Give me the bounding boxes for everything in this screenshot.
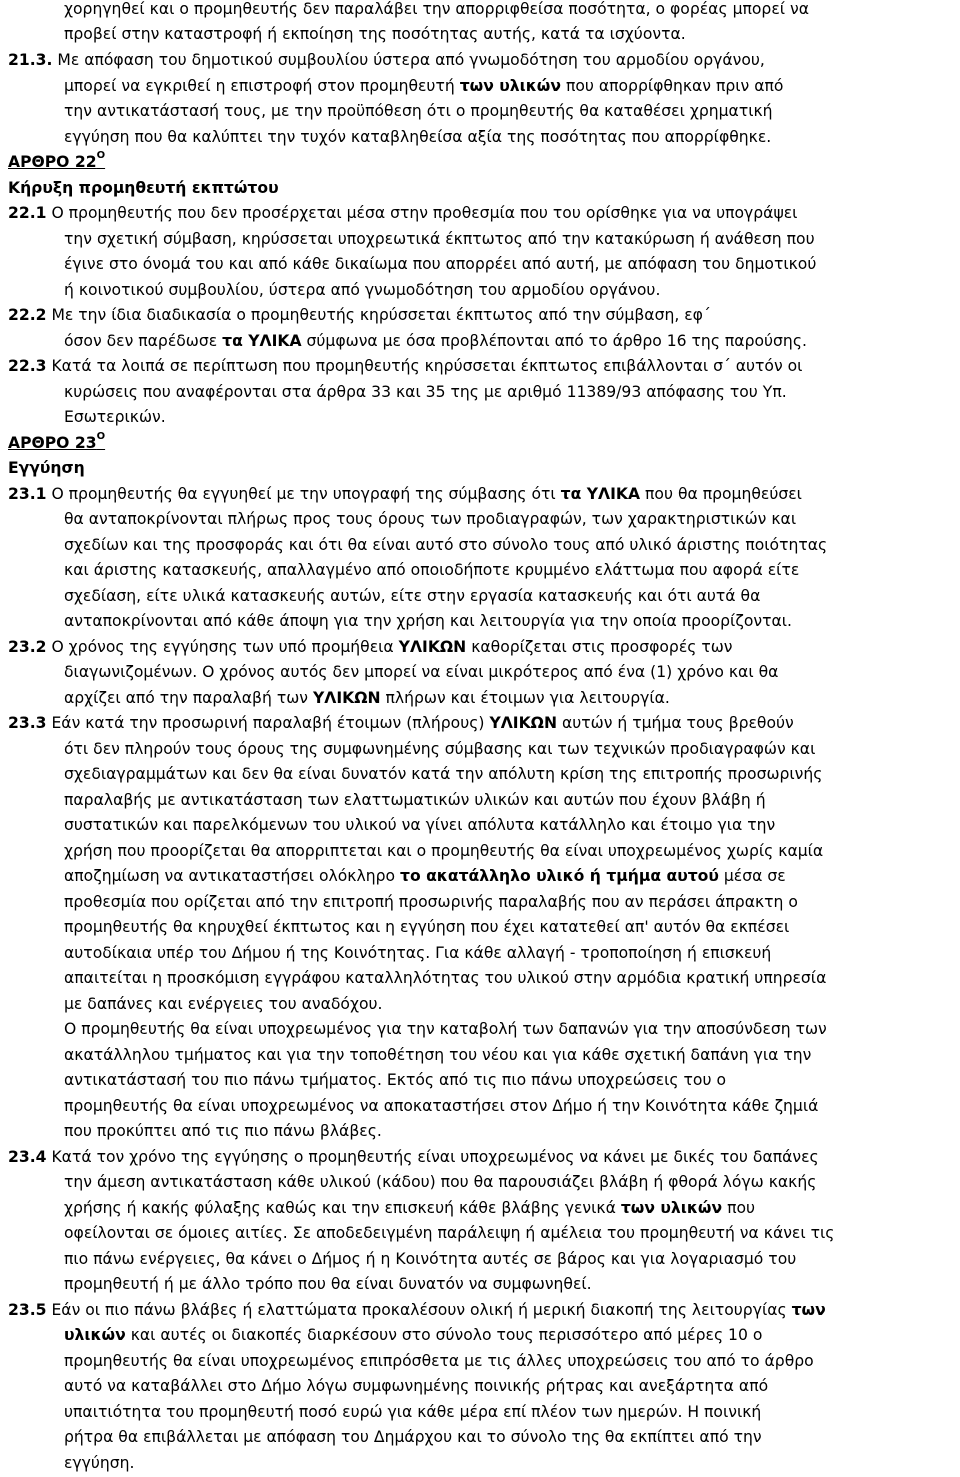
text-run: που απορρίφθηκαν πριν από bbox=[560, 77, 784, 95]
bold-text: υλικών bbox=[64, 1326, 126, 1344]
text-line bbox=[64, 1170, 954, 1196]
text-line bbox=[64, 737, 954, 763]
text-run: Με απόφαση του δημοτικού συμβουλίου ύστερα από γνωμοδότηση του αρμοδίου οργάνου, bbox=[52, 51, 765, 69]
text-line bbox=[64, 329, 954, 355]
text-run: πλήρων και έτοιμων για λειτουργία. bbox=[380, 689, 670, 707]
text-run: προμηθευτή ή με άλλο τρόπο που θα είναι δυνατόν να συμφωνηθεί. bbox=[64, 1275, 592, 1293]
text-run: μπορεί να εγκριθεί η επιστροφή στον προμηθευτή bbox=[64, 77, 460, 95]
text-line bbox=[64, 227, 954, 253]
text-line bbox=[64, 125, 954, 151]
bold-text: ΥΛΙΚΩΝ bbox=[489, 714, 557, 732]
text-run: την άμεση αντικατάσταση κάθε υλικού (κάδου) που θα παρουσιάζει βλάβη ή φθορά λόγω κακής bbox=[64, 1173, 817, 1191]
text-line bbox=[64, 584, 954, 610]
section-number: 22.3 bbox=[8, 357, 47, 375]
bold-text: ΥΛΙΚΩΝ bbox=[312, 689, 381, 707]
text-line bbox=[64, 1068, 954, 1094]
text-line bbox=[64, 1272, 954, 1298]
text-run: σχεδίαση, είτε υλικά κατασκευής αυτών, είτε στην εργασία κατασκευής και ότι αυτά θα bbox=[64, 587, 761, 605]
text-line bbox=[64, 992, 954, 1018]
text-run: με δαπάνες και ενέργειες του αναδόχου. bbox=[64, 995, 383, 1013]
text-run: Κατά τα λοιπά σε περίπτωση που προμηθευτής κηρύσσεται έκπτωτος επιβάλλονται σ΄ αυτόν οι bbox=[46, 357, 803, 375]
bold-text: των υλικών bbox=[620, 1199, 723, 1217]
text-line bbox=[64, 1425, 954, 1451]
text-line bbox=[64, 507, 954, 533]
section-number: 23.4 bbox=[8, 1148, 47, 1166]
text-line bbox=[64, 1017, 954, 1043]
text-run: αντικατάστασή του πιο πάνω τμήματος. Εκτός από τις πιο πάνω υποχρεώσεις του ο bbox=[64, 1071, 726, 1089]
text-line bbox=[64, 1043, 954, 1069]
text-line bbox=[64, 915, 954, 941]
text-run: ανταποκρίνονται από κάθε άποψη για την χρήση και λειτουργία για την οποία προορίζονται. bbox=[64, 612, 792, 630]
text-line bbox=[64, 74, 954, 100]
text-run: μέσα σε bbox=[718, 867, 786, 885]
text-run: σύμφωνα με όσα προβλέπονται από το άρθρο 16 της παρούσης. bbox=[301, 332, 807, 350]
text-run: οφείλονται σε όμοιες αιτίες. Σε αποδεδειγμένη παράλειψη ή αμέλεια του προμηθευτή να κάνει τις bbox=[64, 1224, 835, 1242]
text-run: έγινε στο όνομά του και από κάθε δικαίωμα που απορρέει από αυτή, με απόφαση του δημοτικού bbox=[64, 255, 817, 273]
text-run: αυτών ή τμήμα τους βρεθούν bbox=[557, 714, 794, 732]
text-run: συστατικών και παρελκόμενων του υλικού να γίνει απόλυτα κατάλληλο και έτοιμο για την bbox=[64, 816, 776, 834]
text-run: και άριστης κατασκευής, απαλλαγμένο από οποιοδήποτε κρυμμένο ελάττωμα που αφορά είτε bbox=[64, 561, 800, 579]
text-line bbox=[64, 405, 954, 431]
text-run: Ο προμηθευτής που δεν προσέρχεται μέσα στην προθεσμία που του ορίσθηκε για να υπογράψει bbox=[46, 204, 798, 222]
bold-text: Κήρυξη προμηθευτή εκπτώτου bbox=[8, 179, 279, 197]
text-line bbox=[8, 711, 954, 737]
text-run: Ο χρόνος της εγγύησης των υπό προμήθεια bbox=[46, 638, 399, 656]
text-line bbox=[64, 941, 954, 967]
text-run: και αυτές οι διακοπές διαρκέσουν στο σύνολο τους περισσότερο από μέρες 10 ο bbox=[125, 1326, 763, 1344]
text-run: χορηγηθεί και ο προμηθευτής δεν παραλάβει την απορριφθείσα ποσότητα, ο φορέας μπορεί να bbox=[64, 0, 809, 18]
text-run: ΑΡΘΡΟ 22 bbox=[8, 153, 97, 171]
text-run: Ο bbox=[96, 150, 106, 161]
text-run: σχεδιαγραμμάτων και δεν θα είναι δυνατόν κατά την απόλυτη κρίση της επιτροπής προσωρινής bbox=[64, 765, 823, 783]
text-run: αυτοδίκαια υπέρ του Δήμου ή της Κοινότητας. Για κάθε αλλαγή - τροποποίηση ή επισκευή bbox=[64, 944, 772, 962]
text-line bbox=[64, 380, 954, 406]
text-line bbox=[64, 1400, 954, 1426]
text-run: αρχίζει από την παραλαβή των bbox=[64, 689, 313, 707]
text-run: ακατάλληλου τμήματος και για την τοποθέτηση του νέου και για κάθε σχετική δαπάνη για την bbox=[64, 1046, 812, 1064]
text-line bbox=[8, 1145, 954, 1171]
text-line bbox=[64, 1374, 954, 1400]
text-line bbox=[64, 22, 954, 48]
text-line bbox=[64, 839, 954, 865]
text-run: την σχετική σύμβαση, κηρύσσεται υποχρεωτικά έκπτωτος από την κατακύρωση ή ανάθεση που bbox=[64, 230, 815, 248]
text-run: ή κοινοτικού συμβουλίου, ύστερα από γνωμοδότηση του αρμοδίου οργάνου. bbox=[64, 281, 661, 299]
text-line bbox=[64, 864, 954, 890]
text-line bbox=[64, 686, 954, 712]
text-run: καθορίζεται στις προσφορές των bbox=[466, 638, 733, 656]
section-number: 21.3. bbox=[8, 51, 53, 69]
text-line bbox=[64, 99, 954, 125]
bold-text: τα ΥΛΙΚΑ bbox=[222, 332, 302, 350]
text-line bbox=[8, 456, 954, 482]
text-run: εγγύηση που θα καλύπτει την τυχόν καταβληθείσα αξία της ποσότητας που απορρίφθηκε. bbox=[64, 128, 772, 146]
text-run: θα ανταποκρίνονται πλήρως προς τους όρους των προδιαγραφών, των χαρακτηριστικών και bbox=[64, 510, 797, 528]
text-run: εγγύηση. bbox=[64, 1454, 135, 1472]
text-run: ότι δεν πληρούν τους όρους της συμφωνημένης σύμβασης και των τεχνικών προδιαγραφών και bbox=[64, 740, 816, 758]
text-line bbox=[64, 1349, 954, 1375]
bold-text: των bbox=[791, 1301, 826, 1319]
text-run: σχεδίων και της προσφοράς και ότι θα είναι αυτό στο σύνολο τους από υλικό άριστης ποιότητας bbox=[64, 536, 828, 554]
text-run: όσον δεν παρέδωσε bbox=[64, 332, 223, 350]
bold-text: Εγγύηση bbox=[8, 459, 85, 477]
text-run: διαγωνιζομένων. Ο χρόνος αυτός δεν μπορεί να είναι μικρότερος από ένα (1) χρόνο και θα bbox=[64, 663, 779, 681]
text-line bbox=[64, 1247, 954, 1273]
text-run: προθεσμία που ορίζεται από την επιτροπή προσωρινής παραλαβής που αν περάσει άπρακτη ο bbox=[64, 893, 798, 911]
text-run: που bbox=[722, 1199, 756, 1217]
text-run: Ο bbox=[96, 431, 106, 442]
text-line bbox=[64, 1323, 954, 1349]
text-run: αυτό να καταβάλλει στο Δήμο λόγω συμφωνημένης ποινικής ρήτρας και ανεξάρτητα από bbox=[64, 1377, 769, 1395]
text-run: Κατά τον χρόνο της εγγύησης ο προμηθευτής είναι υποχρεωμένος να κάνει με δικές του δαπάνες bbox=[46, 1148, 819, 1166]
text-line bbox=[64, 813, 954, 839]
text-line bbox=[64, 1451, 954, 1477]
text-line bbox=[8, 48, 954, 74]
text-line bbox=[64, 966, 954, 992]
text-line bbox=[64, 1094, 954, 1120]
text-line bbox=[64, 890, 954, 916]
section-number: 22.2 bbox=[8, 306, 47, 324]
article-heading bbox=[8, 431, 954, 457]
text-line bbox=[64, 1221, 954, 1247]
text-run: Εάν κατά την προσωρινή παραλαβή έτοιμων (πλήρους) bbox=[46, 714, 490, 732]
text-run: κυρώσεις που αναφέρονται στα άρθρα 33 και 35 της με αριθμό 11389/93 απόφασης του Υπ. bbox=[64, 383, 787, 401]
text-line bbox=[64, 788, 954, 814]
text-run: προμηθευτής θα κηρυχθεί έκπτωτος και η εγγύηση που έχει κατατεθεί απ' αυτόν θα εκπέσει bbox=[64, 918, 790, 936]
text-run: Εσωτερικών. bbox=[64, 408, 166, 426]
text-run: Εάν οι πιο πάνω βλάβες ή ελαττώματα προκαλέσουν ολική ή μερική διακοπή της λειτουργίας bbox=[46, 1301, 792, 1319]
section-number: 23.1 bbox=[8, 485, 47, 503]
bold-text: ΥΛΙΚΩΝ bbox=[398, 638, 467, 656]
text-run: παραλαβής με αντικατάσταση των ελαττωματικών υλικών και αυτών που έχουν βλάβη ή bbox=[64, 791, 766, 809]
section-number: 23.2 bbox=[8, 638, 47, 656]
section-number: 23.3 bbox=[8, 714, 47, 732]
text-run: Ο προμηθευτής θα είναι υποχρεωμένος για την καταβολή των δαπανών για την αποσύνδεση των bbox=[64, 1020, 827, 1038]
text-line bbox=[64, 609, 954, 635]
article-heading bbox=[8, 150, 954, 176]
text-run: την αντικατάστασή τους, με την προϋπόθεση ότι ο προμηθευτής θα καταθέσει χρηματική bbox=[64, 102, 773, 120]
bold-text: τα ΥΛΙΚΑ bbox=[560, 485, 641, 503]
text-run: ΑΡΘΡΟ 23 bbox=[8, 434, 97, 452]
text-line bbox=[64, 660, 954, 686]
text-line bbox=[8, 303, 954, 329]
text-line bbox=[8, 176, 954, 202]
section-number: 22.1 bbox=[8, 204, 47, 222]
section-number: 23.5 bbox=[8, 1301, 47, 1319]
text-line bbox=[8, 635, 954, 661]
text-run: προμηθευτής θα είναι υποχρεωμένος επιπρόσθετα με τις άλλες υποχρεώσεις του από το άρθρο bbox=[64, 1352, 814, 1370]
text-run: απαιτείται η προσκόμιση εγγράφου καταλληλότητας του υλικού στην αρμόδια κρατική υπηρεσία bbox=[64, 969, 827, 987]
text-run: προβεί στην καταστροφή ή εκποίηση της ποσότητας αυτής, κατά τα ισχύοντα. bbox=[64, 25, 686, 43]
text-line bbox=[64, 0, 954, 23]
text-run: υπαιτιότητα του προμηθευτή ποσό ευρώ για κάθε μέρα επί πλέον των ημερών. Η ποινική bbox=[64, 1403, 762, 1421]
text-line bbox=[64, 558, 954, 584]
text-run: ρήτρα θα επιβάλλεται με απόφαση του Δημάρχου και το σύνολο της θα εκπίπτει από την bbox=[64, 1428, 762, 1446]
text-run: πιο πάνω ενέργειες, θα κάνει ο Δήμος ή η Κοινότητα αυτές σε βάρος και για λογαριασμό του bbox=[64, 1250, 797, 1268]
text-line bbox=[64, 1196, 954, 1222]
bold-text: των υλικών bbox=[459, 77, 561, 95]
text-line bbox=[8, 482, 954, 508]
text-run: προμηθευτής θα είναι υποχρεωμένος να αποκαταστήσει στον Δήμο ή την Κοινότητα κάθε ζημιά bbox=[64, 1097, 819, 1115]
text-line bbox=[64, 1119, 954, 1145]
text-line bbox=[8, 201, 954, 227]
text-run: που προκύπτει από τις πιο πάνω βλάβες. bbox=[64, 1122, 382, 1140]
text-line bbox=[64, 278, 954, 304]
text-line bbox=[8, 1298, 954, 1324]
text-run: χρήση που προορίζεται θα απορριπτεται και ο προμηθευτής θα είναι υποχρεωμένος χωρίς καμία bbox=[64, 842, 824, 860]
text-line bbox=[8, 354, 954, 380]
text-run: Με την ίδια διαδικασία ο προμηθευτής κηρύσσεται έκπτωτος από την σύμβαση, εφ΄ bbox=[46, 306, 711, 324]
text-line bbox=[64, 533, 954, 559]
bold-text: το ακατάλληλο υλικό ή τμήμα αυτού bbox=[400, 867, 719, 885]
text-run: χρήσης ή κακής φύλαξης καθώς και την επισκευή κάθε βλάβης γενικά bbox=[64, 1199, 621, 1217]
text-run: αποζημίωση να αντικαταστήσει ολόκληρο bbox=[64, 867, 400, 885]
text-line bbox=[64, 252, 954, 278]
text-run: που θα προμηθεύσει bbox=[640, 485, 802, 503]
text-run: Ο προμηθευτής θα εγγυηθεί με την υπογραφή της σύμβασης ότι bbox=[46, 485, 561, 503]
text-line bbox=[64, 762, 954, 788]
